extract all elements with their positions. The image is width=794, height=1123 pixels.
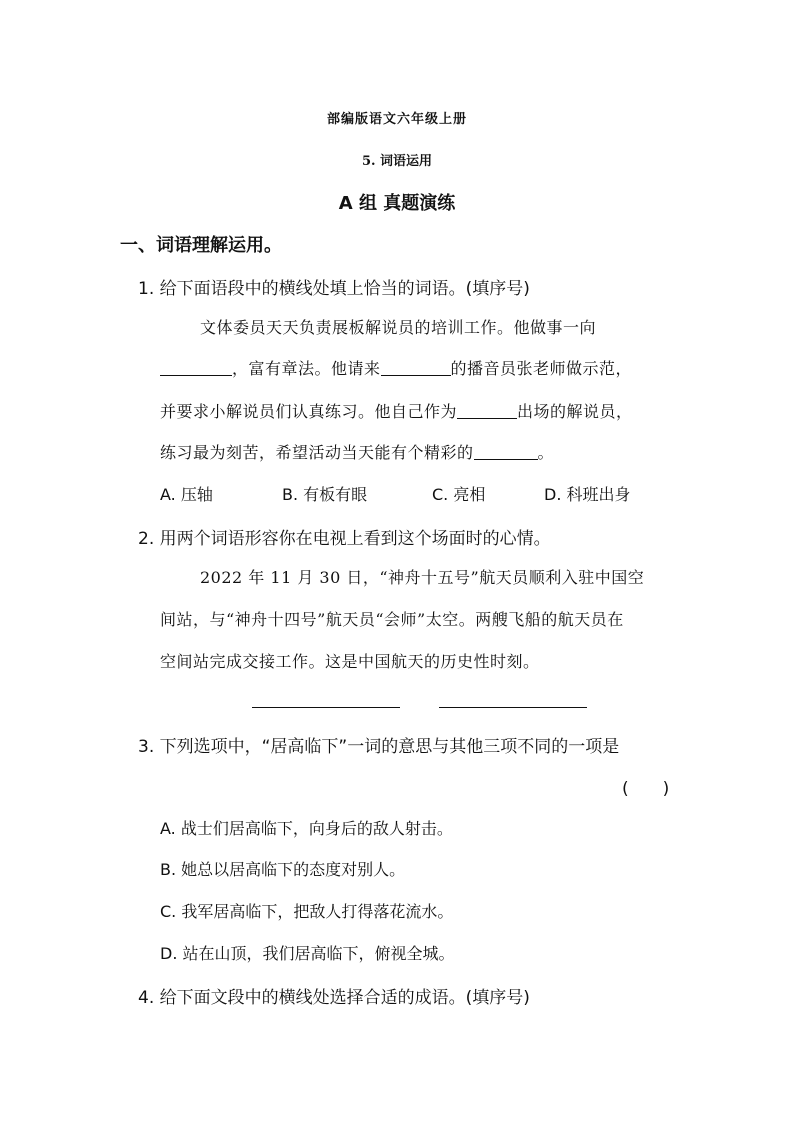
q3-stem: 3. 下列选项中，“居高临下”一词的意思与其他三项不同的一项是 xyxy=(138,737,620,757)
q3-answer-bracket[interactable]: ( ) xyxy=(622,779,670,799)
q3-option-a[interactable]: A. 战士们居高临下，向身后的敌人射击。 xyxy=(160,819,453,838)
q1-blank-2[interactable] xyxy=(381,359,451,376)
q1-passage-line-1: 文体委员天天负责展板解说员的培训工作。他做事一向 xyxy=(200,318,597,337)
group-title: A 组 真题演练 xyxy=(338,193,456,214)
q3-option-b[interactable]: B. 她总以居高临下的态度对别人。 xyxy=(160,860,406,879)
q1-line4-text-b: 。 xyxy=(537,443,555,462)
q3-option-c[interactable]: C. 我军居高临下，把敌人打得落花流水。 xyxy=(160,902,454,921)
section-title: 一、词语理解运用。 xyxy=(120,235,282,256)
q2-passage-line-1: 2022 年 11 月 30 日，“神舟十五号”航天员顺利入驻中国空 xyxy=(200,568,645,587)
q1-option-d[interactable]: D. 科班出身 xyxy=(544,485,631,504)
lesson-title: 5. 词语运用 xyxy=(361,154,433,169)
q1-option-b[interactable]: B. 有板有眼 xyxy=(282,485,368,504)
q2-passage-line-3: 空间站完成交接工作。这是中国航天的历史性时刻。 xyxy=(160,652,540,671)
q4-stem: 4. 给下面文段中的横线处选择合适的成语。(填序号) xyxy=(138,988,530,1008)
q1-passage-line-3 xyxy=(160,399,633,422)
q1-blank-4[interactable] xyxy=(474,443,538,460)
q1-line2-text-b: 的播音员张老师做示范， xyxy=(450,359,633,378)
q2-answer-line-1[interactable] xyxy=(252,707,400,708)
q1-line2-text-a: ，富有章法。他请来 xyxy=(232,359,381,378)
q1-passage-line-2 xyxy=(160,356,632,379)
q3-option-d[interactable]: D. 站在山顶，我们居高临下，俯视全城。 xyxy=(160,944,455,963)
q1-line3-text-b: 出场的解说员， xyxy=(517,402,633,421)
q1-stem: 1. 给下面语段中的横线处填上恰当的词语。(填序号) xyxy=(138,279,530,299)
q1-line3-text-a: 并要求小解说员们认真练习。他自己作为 xyxy=(160,402,458,421)
q2-stem: 2. 用两个词语形容你在电视上看到这个场面时的心情。 xyxy=(138,529,551,549)
book-title: 部编版语文六年级上册 xyxy=(326,112,467,127)
q1-option-c[interactable]: C. 亮相 xyxy=(432,485,486,504)
q2-answer-line-2[interactable] xyxy=(439,707,587,708)
q1-blank-3[interactable] xyxy=(457,402,517,419)
q1-line4-text-a: 练习最为刻苦，希望活动当天能有个精彩的 xyxy=(160,443,474,462)
q2-passage-line-2: 间站，与“神舟十四号”航天员“会师”太空。两艘飞船的航天员在 xyxy=(160,610,624,629)
q1-passage-line-4 xyxy=(160,440,554,463)
q1-option-a[interactable]: A. 压轴 xyxy=(160,485,213,504)
q1-blank-1[interactable] xyxy=(160,359,232,376)
